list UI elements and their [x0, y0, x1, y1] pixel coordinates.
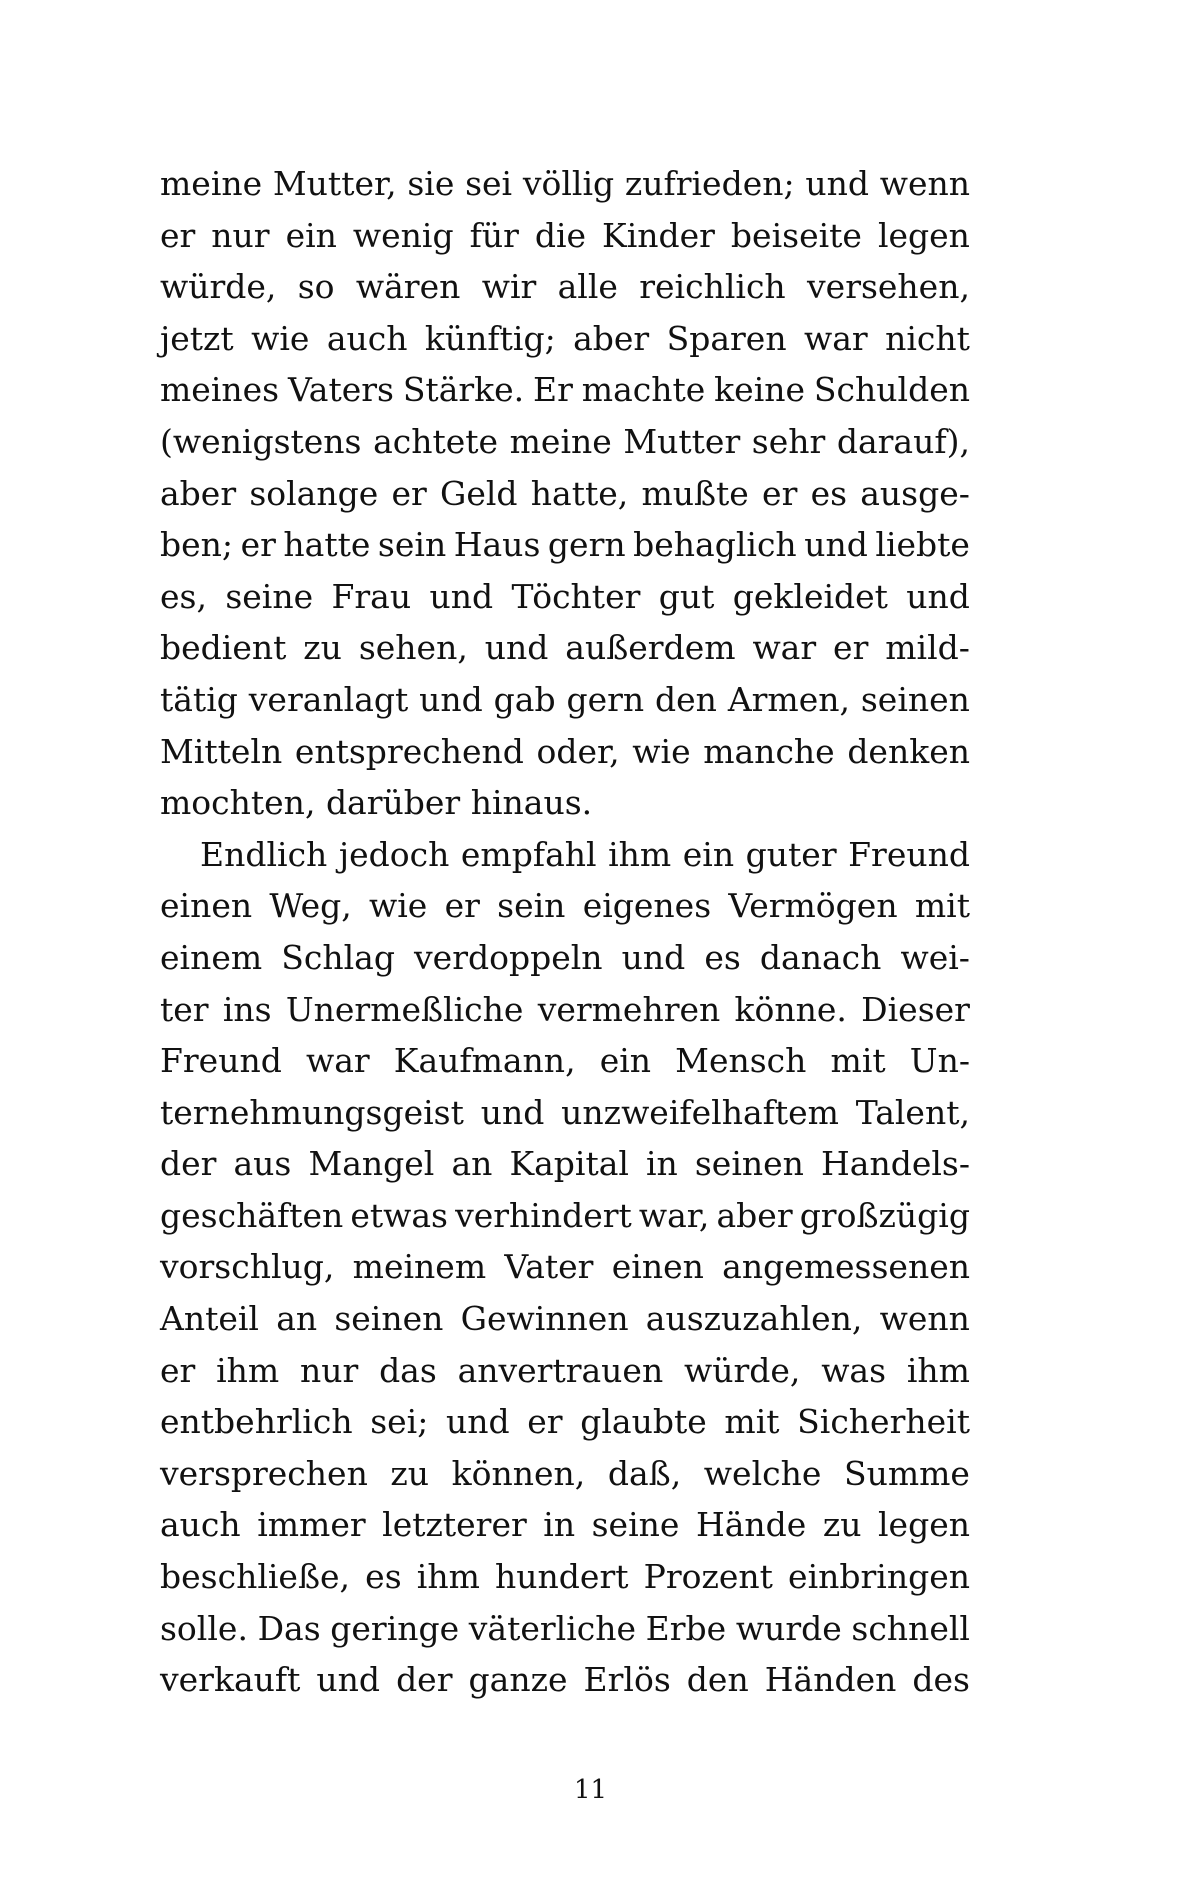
text-line: vorschlug, meinem Vater einen angemessenen: [160, 1247, 970, 1287]
paragraph: [160, 829, 970, 1706]
text-line: mochten, darüber hinaus.: [160, 783, 593, 823]
text-line: meine Mutter, sie sei völlig zufrieden; und wenn: [160, 164, 970, 203]
text-line: geschäften etwas verhindert war, aber großzügig: [160, 1195, 970, 1235]
text-line: einen Weg, wie er sein eigenes Vermögen mit: [160, 886, 970, 926]
text-line: versprechen zu können, daß, welche Summe: [160, 1453, 970, 1493]
text-line: Freund war Kaufmann, ein Mensch mit Un-: [160, 1041, 970, 1081]
text-line: solle. Das geringe väterliche Erbe wurde schnell: [160, 1608, 970, 1648]
text-line: der aus Mangel an Kapital in seinen Handels-: [160, 1144, 970, 1184]
text-line: ben; er hatte sein Haus gern behaglich und liebte: [160, 525, 970, 565]
text-line: verkauft und der ganze Erlös den Händen des: [160, 1660, 970, 1700]
text-line: aber solange er Geld hatte, mußte er es ausge-: [160, 473, 970, 513]
text-line: tätig veranlagt und gab gern den Armen, seinen: [160, 679, 970, 719]
text-line: Endlich jedoch empfahl ihm ein guter Freund: [200, 834, 970, 874]
text-line: ter ins Unermeßliche vermehren könne. Dieser: [160, 989, 970, 1029]
text-line: es, seine Frau und Töchter gut gekleidet und: [160, 576, 970, 616]
text-line: Anteil an seinen Gewinnen auszuzahlen, wenn: [160, 1299, 970, 1339]
text-line: ternehmungsgeist und unzweifelhaftem Talent,: [160, 1092, 970, 1132]
text-line: entbehrlich sei; und er glaubte mit Sicherheit: [160, 1402, 970, 1442]
text-line: er nur ein wenig für die Kinder beiseite legen: [160, 215, 970, 255]
text-line: meines Vaters Stärke. Er machte keine Schulden: [160, 370, 970, 410]
text-line: jetzt wie auch künftig; aber Sparen war nicht: [160, 318, 970, 358]
text-line: Mitteln entsprechend oder, wie manche denken: [160, 731, 970, 771]
page-number: 11: [573, 1775, 608, 1805]
text-line: auch immer letzterer in seine Hände zu legen: [160, 1505, 970, 1545]
text-line: würde, so wären wir alle reichlich versehen,: [160, 267, 970, 307]
text-line: beschließe, es ihm hundert Prozent einbringen: [160, 1557, 970, 1597]
text-line: er ihm nur das anvertrauen würde, was ihm: [160, 1350, 970, 1390]
text-line: bedient zu sehen, und außerdem war er mild-: [160, 628, 970, 668]
text-line: einem Schlag verdoppeln und es danach wei-: [160, 937, 970, 977]
text-line: (wenigstens achtete meine Mutter sehr darauf),: [160, 421, 970, 461]
paragraph: [160, 158, 970, 829]
body-text: [160, 158, 970, 1706]
